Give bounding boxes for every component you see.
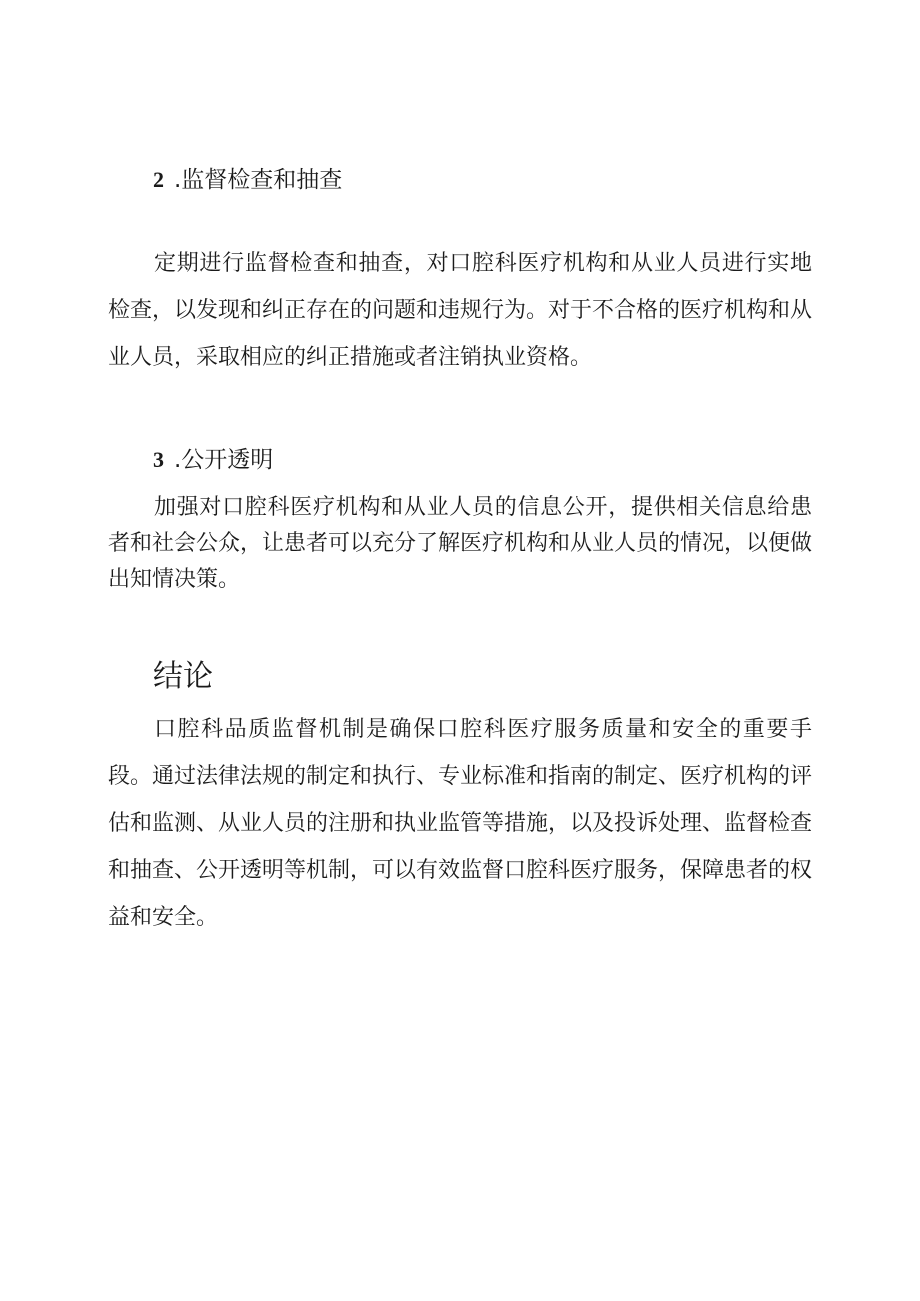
section-2-heading [153,165,342,195]
section-3-title: .公开透明 [174,447,274,473]
section-3-number: 3 [153,447,164,472]
section-3-body: 加强对口腔科医疗机构和从业人员的信息公开，提供相关信息给患者和社会公众，让患者可以充分了解医疗机构和从业人员的情况，以便做出知情决策。 [108,495,813,592]
section-2-body: 定期进行监督检查和抽查，对口腔科医疗机构和从业人员进行实地检查，以发现和纠正存在的问题和违规行为。对于不合格的医疗机构和从业人员，采取相应的纠正措施或者注销执业资格。 [108,251,813,370]
section-2-title: .监督检查和抽查 [174,167,343,193]
conclusion-title: 结论 [153,659,213,694]
conclusion-body: 口腔科品质监督机制是确保口腔科医疗服务质量和安全的重要手段。通过法律法规的制定和执行、专业标准和指南的制定、医疗机构的评估和监测、从业人员的注册和执业监管等措施，以及投诉处理、监督检查和抽查、公开透明等机制，可以有效监督口腔科医疗服务，保障患者的权益和安全。 [108,717,813,930]
section-2-number: 2 [153,167,164,192]
section-3-heading [153,445,273,475]
